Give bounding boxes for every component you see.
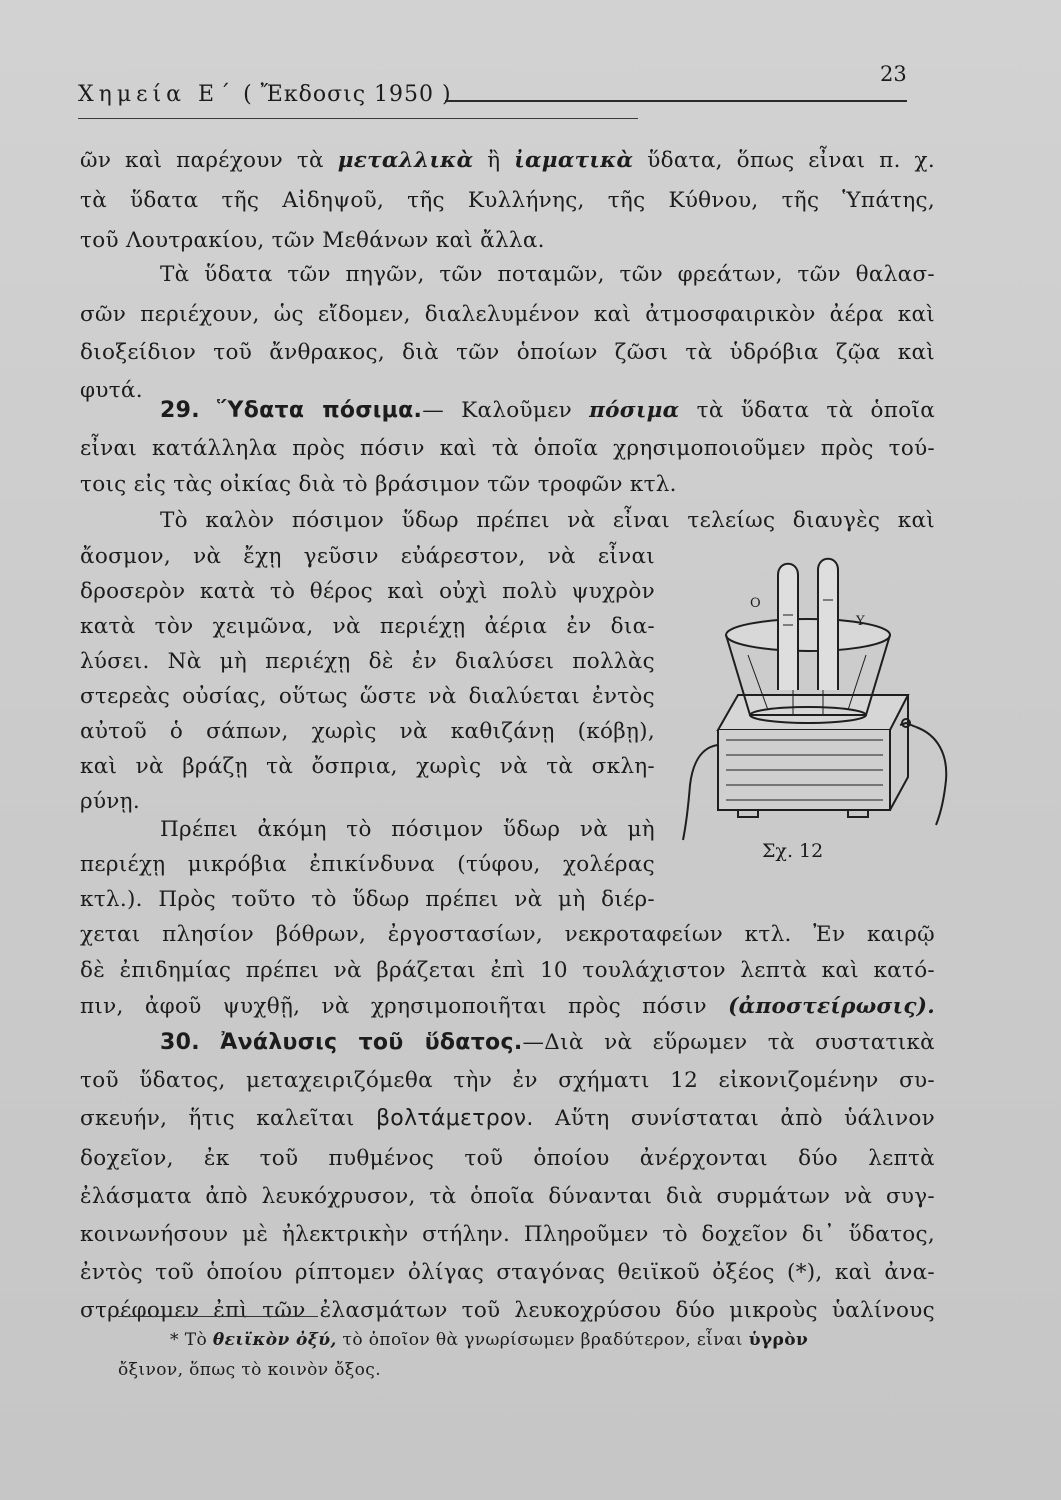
text-line: ἐντὸς τοῦ ὁποίου ρίπτομεν ὀλίγας σταγόνας θειϊκοῦ ὀξέος (*), καὶ ἀνα- <box>80 1260 935 1285</box>
text-line: ρύνῃ. <box>80 789 140 814</box>
text-line: στερεὰς οὐσίας, οὕτως ὥστε νὰ διαλύεται ἐντὸς <box>80 684 655 709</box>
figure-label-o: O <box>750 596 761 611</box>
section-number: 30. <box>160 1030 200 1055</box>
text-line: διοξείδιον τοῦ ἄνθρακος, διὰ τῶν ὁποίων ζῶσι τὰ ὑδρόβια ζῷα καὶ <box>80 340 935 365</box>
text-line: τοις εἰς τὰς οἰκίας διὰ τὸ βράσιμον τῶν τροφῶν κτλ. <box>80 472 677 497</box>
text-line: ἐλάσματα ἀπὸ λευκόχρυσον, τὰ ὁποῖα δύνανται διὰ συρμάτων νὰ συγ- <box>80 1184 935 1209</box>
text-line: Τὰ ὕδατα τῶν πηγῶν, τῶν ποταμῶν, τῶν φρεάτων, τῶν θαλασ- <box>160 262 935 287</box>
term-voltameter: βολτάμετρον. <box>375 1106 534 1131</box>
text-line: χεται πλησίον βόθρων, ἐργοστασίων, νεκροταφείων κτλ. Ἐν καιρῷ <box>80 922 935 947</box>
section-30-heading-line: 30. Ἀνάλυσις τοῦ ὕδατος.—Διὰ νὰ εὕρωμεν τὰ συστατικὰ <box>160 1030 935 1055</box>
text-line: εἶναι κατάλληλα πρὸς πόσιν καὶ τὰ ὁποῖα χρησιμοποιοῦμεν πρὸς τού- <box>80 436 935 461</box>
section-title: Ὕδατα πόσιμα. <box>217 398 423 423</box>
text-line: τὰ ὕδατα τῆς Αἰδηψοῦ, τῆς Κυλλήνης, τῆς Κύθνου, τῆς Ὑπάτης, <box>80 188 935 213</box>
header-rule <box>445 100 907 102</box>
footnote-line: ὄξινον, ὅπως τὸ κοινὸν ὄξος. <box>118 1360 382 1380</box>
text-line: περιέχῃ μικρόβια ἐπικίνδυνα (τύφου, χολέρας <box>80 852 655 877</box>
text-line: ἄοσμον, νὰ ἔχῃ γεῦσιν εὐάρεστον, νὰ εἶναι <box>80 544 655 569</box>
text-line: κοινωνήσουν μὲ ἠλεκτρικὴν στήλην. Πληροῦμεν τὸ δοχεῖον δι᾿ ὕδατος, <box>80 1222 935 1247</box>
section-title: Ἀνάλυσις τοῦ ὕδατος. <box>220 1030 523 1055</box>
text-line: τοῦ ὕδατος, μεταχειριζόμεθα τὴν ἐν σχήματι 12 εἰκονιζομένην συ- <box>80 1068 935 1093</box>
text-line: κατὰ τὸν χειμῶνα, νὰ περιέχῃ ἀέρια ἐν δια- <box>80 614 655 639</box>
text-line: τοῦ Λουτρακίου, τῶν Μεθάνων καὶ ἄλλα. <box>80 228 545 253</box>
text-line: κτλ.). Πρὸς τοῦτο τὸ ὕδωρ πρέπει νὰ μὴ διέρ- <box>80 887 655 912</box>
text-line: Πρέπει ἀκόμη τὸ πόσιμον ὕδωρ νὰ μὴ <box>160 817 655 842</box>
text-line: αὐτοῦ ὁ σάπων, χωρὶς νὰ καθιζάνῃ (κόβῃ), <box>80 719 655 744</box>
footnote-line: * Τὸ θειϊκὸν ὀξύ, τὸ ὁποῖον θὰ γνωρίσωμεν βραδύτερον, εἶναι ὑγρὸν <box>170 1330 809 1350</box>
text-line: δοχεῖον, ἐκ τοῦ πυθμένος τοῦ ὁποίου ἀνέρχονται δύο λεπτὰ <box>80 1146 935 1171</box>
running-header <box>78 82 452 107</box>
text-line: δροσερὸν κατὰ τὸ θέρος καὶ οὐχὶ πολὺ ψυχρὸν <box>80 579 655 604</box>
text-line: στρέφομεν ἐπὶ τῶν ἐλασμάτων τοῦ λευκοχρύσου δύο μικροὺς ὑαλίνους <box>80 1298 935 1323</box>
header-edition: ( Ἔκδοσις 1950 ) <box>243 82 452 107</box>
header-title-word: Χημεία Ε΄ <box>78 82 236 107</box>
text-line: ῶν καὶ παρέχουν τὰ μεταλλικὰ ἢ ἰαματικὰ ὕδατα, ὅπως εἶναι π. χ. <box>80 148 935 173</box>
header-underline <box>78 118 638 119</box>
section-29-heading-line: 29. Ὕδατα πόσιμα.— Καλοῦμεν πόσιμα τὰ ὕδατα τὰ ὁποῖα <box>160 398 936 423</box>
text-line: καὶ νὰ βράζῃ τὰ ὄσπρια, χωρὶς νὰ τὰ σκλη- <box>80 754 655 779</box>
figure-label-y: Y <box>856 614 865 629</box>
text-line: πιν, ἀφοῦ ψυχθῇ, νὰ χρησιμοποιῆται πρὸς πόσιν (ἀποστείρωσις). <box>80 994 935 1019</box>
text-line: Τὸ καλὸν πόσιμον ὕδωρ πρέπει νὰ εἶναι τελείως διαυγὲς καὶ <box>160 508 935 533</box>
text-line: δὲ ἐπιδημίας πρέπει νὰ βράζεται ἐπὶ 10 τουλάχιστον λεπτὰ καὶ κατό- <box>80 958 935 983</box>
voltameter-illustration <box>678 555 968 855</box>
text-line: φυτά. <box>80 378 143 403</box>
figure-caption: Σχ. 12 <box>762 840 824 862</box>
text-line: σκευήν, ἥτις καλεῖται βολτάμετρον. Αὕτη συνίσταται ἀπὸ ὑάλινον <box>80 1106 935 1131</box>
page-number: 23 <box>880 62 907 86</box>
text-line: σῶν περιέχουν, ὡς εἴδομεν, διαλελυμένον καὶ ἀτμοσφαιρικὸν ἀέρα καὶ <box>80 302 935 327</box>
text-line: λύσει. Νὰ μὴ περιέχῃ δὲ ἐν διαλύσει πολλὰς <box>80 649 655 674</box>
section-number: 29. <box>160 398 200 423</box>
footnote-rule <box>118 1316 318 1317</box>
